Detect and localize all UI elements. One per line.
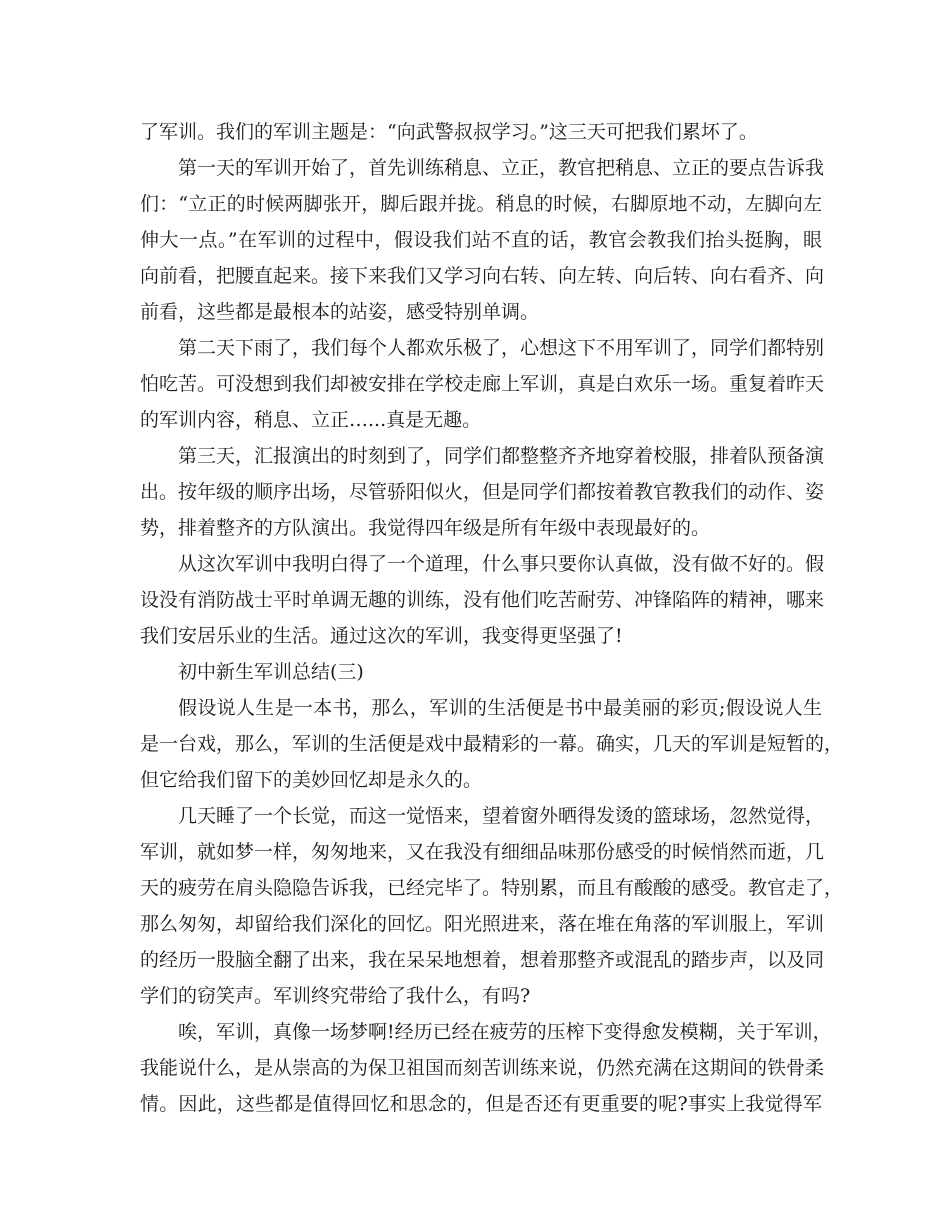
text-line: 前看，这些都是最根本的站姿，感受特别单调。 — [140, 301, 540, 323]
paragraph-first-line: 第二天下雨了，我们每个人都欢乐极了，心想这下不用军训了，同学们都特别 — [178, 337, 825, 359]
paragraph-first-line: 第三天，汇报演出的时刻到了，同学们都整整齐齐地穿着校服，排着队预备演 — [178, 445, 825, 467]
text-line: 怕吃苦。可没想到我们却被安排在学校走廊上军训，真是白欢乐一场。重复着昨天 — [140, 373, 825, 395]
text-line: 军训，就如梦一样，匆匆地来，又在我没有细细品味那份感受的时候悄然而逝，几 — [140, 841, 825, 863]
text-line: 天的疲劳在肩头隐隐告诉我，已经完毕了。特别累，而且有酸酸的感受。教官走了， — [140, 877, 844, 899]
text-line: 我们安居乐业的生活。通过这次的军训，我变得更坚强了! — [140, 625, 623, 647]
text-line: 们：“立正的时候两脚张开，脚后跟并拢。稍息的时候，右脚原地不动，左脚向左 — [140, 193, 822, 215]
text-line: 那么匆匆，却留给我们深化的回忆。阳光照进来，落在堆在角落的军训服上，军训 — [140, 913, 825, 935]
text-line: 情。因此，这些都是值得回忆和思念的，但是否还有更重要的呢?事实上我觉得军 — [140, 1093, 822, 1115]
paragraph-first-line: 假设说人生是一本书，那么，军训的生活便是书中最美丽的彩页;假设说人生 — [178, 697, 822, 719]
text-line: 的军训内容，稍息、立正…...真是无趣。 — [140, 409, 482, 431]
text-line: 了军训。我们的军训主题是：“向武警叔叔学习。”这三天可把我们累坏了。 — [140, 121, 758, 143]
text-line: 伸大一点。”在军训的过程中，假设我们站不直的话，教官会教我们抬头挺胸，眼 — [140, 229, 822, 251]
section-heading: 初中新生军训总结(三) — [178, 661, 364, 683]
text-line: 的经历一股脑全翻了出来，我在呆呆地想着，想着那整齐或混乱的踏步声，以及同 — [140, 949, 825, 971]
text-line: 但它给我们留下的美妙回忆却是永久的。 — [140, 769, 483, 791]
text-line: 我能说什么，是从崇高的为保卫祖国而刻苦训练来说，仍然充满在这期间的铁骨柔 — [140, 1057, 825, 1079]
paragraph-first-line: 从这次军训中我明白得了一个道理，什么事只要你认真做，没有做不好的。假 — [178, 553, 825, 575]
text-line: 设没有消防战士平时单调无趣的训练，没有他们吃苦耐劳、冲锋陷阵的精神，哪来 — [140, 589, 825, 611]
text-line: 是一台戏，那么，军训的生活便是戏中最精彩的一幕。确实，几天的军训是短暂的， — [140, 733, 844, 755]
paragraph-first-line: 第一天的军训开始了，首先训练稍息、立正，教官把稍息、立正的要点告诉我 — [178, 157, 825, 179]
text-line: 势，排着整齐的方队演出。我觉得四年级是所有年级中表现最好的。 — [140, 517, 711, 539]
text-line: 向前看，把腰直起来。接下来我们又学习向右转、向左转、向后转、向右看齐、向 — [140, 265, 825, 287]
paragraph-first-line: 几天睡了一个长觉，而这一觉悟来，望着窗外晒得发烫的篮球场，忽然觉得， — [178, 805, 825, 827]
text-line: 出。按年级的顺序出场，尽管骄阳似火，但是同学们都按着教官教我们的动作、姿 — [140, 481, 825, 503]
paragraph-first-line: 唉，军训，真像一场梦啊!经历已经在疲劳的压榨下变得愈发模糊，关于军训， — [178, 1021, 832, 1043]
body-text — [140, 114, 844, 1122]
text-line: 学们的窃笑声。军训终究带给了我什么，有吗? — [140, 985, 531, 1007]
